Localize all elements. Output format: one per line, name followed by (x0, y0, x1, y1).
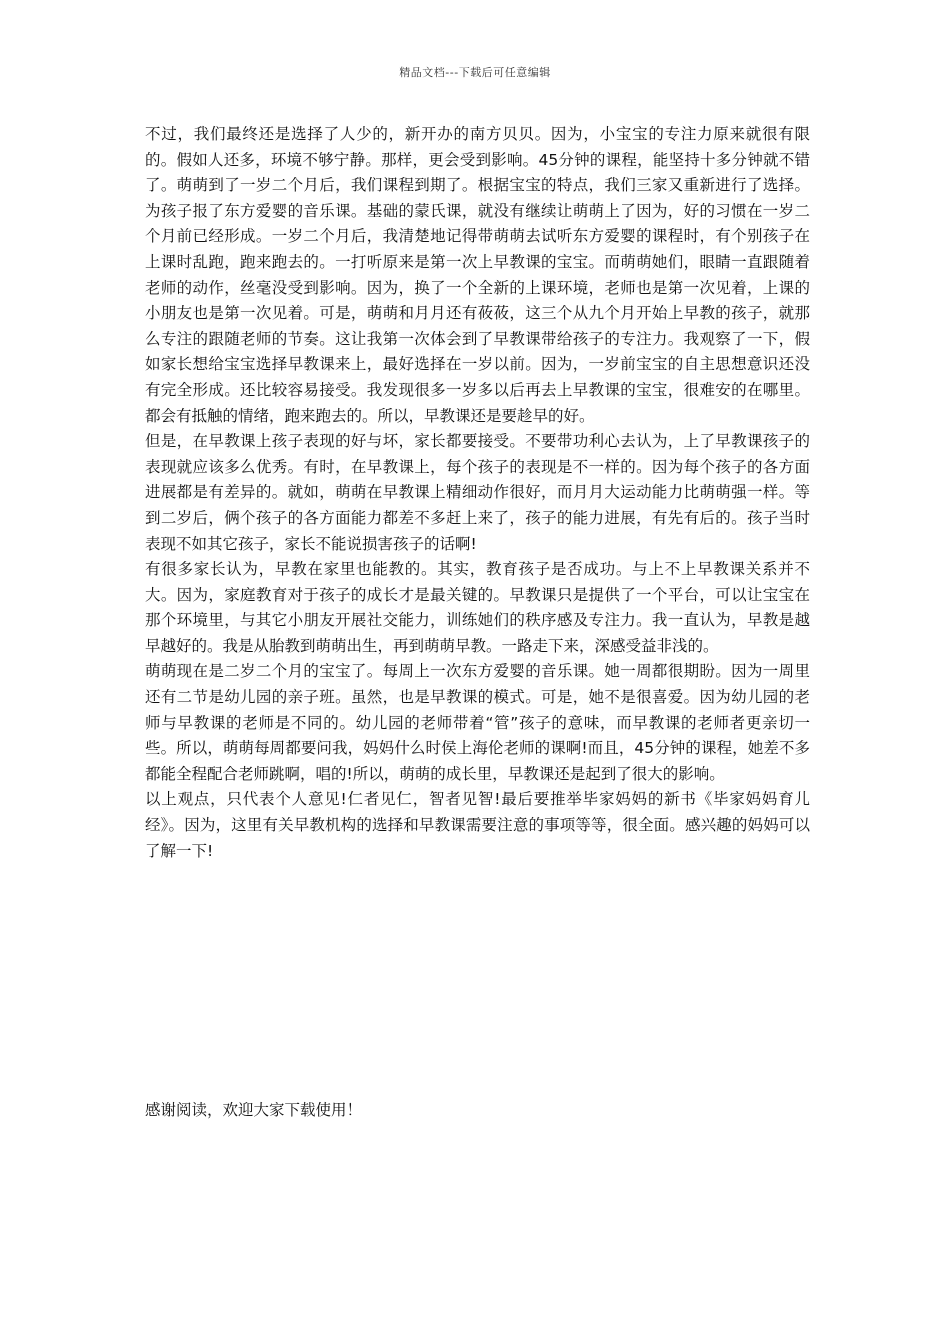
thanks-note: 感谢阅读，欢迎大家下载使用！ (145, 1101, 363, 1119)
page-header: 精品文档---下载后可任意编辑 (399, 66, 551, 79)
paragraph-3: 有很多家长认为，早教在家里也能教的。其实，教育孩子是否成功。与上不上早教课关系并不大。因为，家庭教育对于孩子的成长才是最关键的。早教课只是提供了一个平台，可以让宝宝在那个环境里，与其它小朋友开展社交能力，训练她们的秩序感及专注力。我一直认为，早教是越早越好的。我是从胎教到萌萌出生，再到萌萌早教。一路走下来，深感受益非浅的。 (145, 560, 810, 655)
paragraph-4: 萌萌现在是二岁二个月的宝宝了。每周上一次东方爱婴的音乐课。她一周都很期盼。因为一周里还有二节是幼儿园的亲子班。虽然，也是早教课的模式。可是，她不是很喜爱。因为幼儿园的老师与早教课的老师是不同的。幼儿园的老师带着“管”孩子的意味，而早教课的老师者更亲切一些。所以，萌萌每周都要问我，妈妈什么时侯上海伦老师的课啊!而且，45分钟的课程，她差不多都能全程配合老师跳啊，唱的!所以，萌萌的成长里，早教课还是起到了很大的影响。 (145, 662, 810, 783)
paragraph-2: 但是，在早教课上孩子表现的好与坏，家长都要接受。不要带功利心去认为，上了早教课孩子的表现就应该多么优秀。有时，在早教课上，每个孩子的表现是不一样的。因为每个孩子的各方面进展都是有差异的。就如，萌萌在早教课上精细动作很好，而月月大运动能力比萌萌强一样。等到二岁后，俩个孩子的各方面能力都差不多赶上来了，孩子的能力进展，有先有后的。孩子当时表现不如其它孩子，家长不能说损害孩子的话啊! (145, 432, 810, 553)
paragraph-1: 不过，我们最终还是选择了人少的，新开办的南方贝贝。因为，小宝宝的专注力原来就很有限的。假如人还多，环境不够宁静。那样，更会受到影响。45分钟的课程，能坚持十多分钟就不错了。萌萌到了一岁二个月后，我们课程到期了。根据宝宝的特点，我们三家又重新进行了选择。为孩子报了东方爱婴的音乐课。基础的蒙氏课，就没有继续让萌萌上了因为，好的习惯在一岁二个月前已经形成。一岁二个月后，我清楚地记得带萌萌去试听东方爱婴的课程时，有个别孩子在上课时乱跑，跑来跑去的。一打听原来是第一次上早教课的宝宝。而萌萌她们，眼睛一直跟随着老师的动作，丝毫没受到影响。因为，换了一个全新的上课环境，老师也是第一次见着，上课的小朋友也是第一次见着。可是，萌萌和月月还有莜莜，这三个从九个月开始上早教的孩子，就那么专注的跟随老师的节奏。这让我第一次体会到了早教课带给孩子的专注力。我观察了一下，假如家长想给宝宝选择早教课来上，最好选择在一岁以前。因为，一岁前宝宝的自主思想意识还没有完全形成。还比较容易接受。我发现很多一岁多以后再去上早教课的宝宝，很难安的在哪里。都会有抵触的情绪，跑来跑去的。所以，早教课还是要趁早的好。 (145, 125, 810, 425)
paragraph-5: 以上观点，只代表个人意见!仁者见仁，智者见智!最后要推举毕家妈妈的新书《毕家妈妈育儿经》。因为，这里有关早教机构的选择和早教课需要注意的事项等等，很全面。感兴趣的妈妈可以了解一下! (145, 790, 810, 860)
article-body (145, 122, 810, 864)
